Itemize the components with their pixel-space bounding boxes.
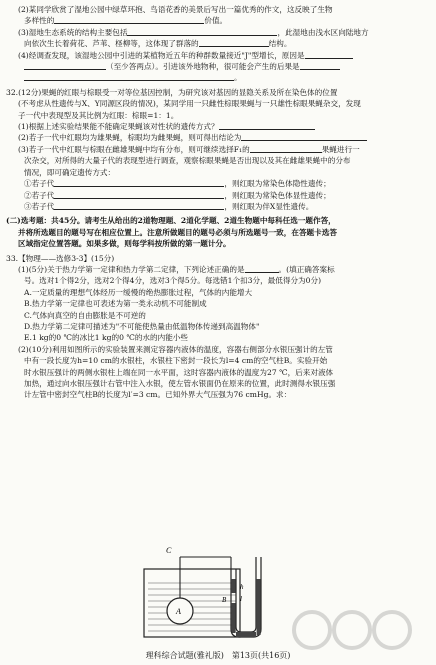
text-line: 32.(12分)果蝇的红眼与棕眼受一对等位基因控制，为研究该对基因的显隐关系及所在染色体的位置 [6, 87, 338, 97]
question-page [6, 4, 430, 401]
text-line: (1)(5分)关于热力学第一定律和热力学第二定律，下列论述正确的是 。(填正确答案标 [18, 264, 335, 274]
text-line: (1)根据上述实验结果能不能确定果蝇该对性状的遗传方式？ [6, 121, 430, 132]
apparatus-figure [136, 539, 296, 641]
text-line: (4)经调查发现，该湿地公园中引进的某植物近五年的种群数量接近"J"型增长，原因是 [6, 50, 430, 61]
text-line: 中有一段长度为h=10 cm的水银柱，水银柱下密封一段长为l=4 cm的空气柱B。实验开始 [24, 356, 328, 366]
text-line: 。 [6, 72, 430, 83]
text-line: 子一代中表现型及其比例为红眼：棕眼=1：1。 [18, 110, 179, 120]
option-b: B.热力学第一定律也可表述为第一类永动机不可能制成 [24, 299, 207, 309]
label-h: h [240, 583, 244, 591]
page-footer: 理科综合试题(雅礼版) 第13页(共16页) [145, 651, 291, 660]
section-heading: (二)选考题：共45分。请考生从给出的2道物理题、2道化学题、2道生物题中每科任选一题作答， [6, 216, 336, 226]
label-l: l [240, 595, 242, 603]
text-line: 情况，即可确定遗传方式： [24, 167, 116, 177]
text-line: (3)湿地生态系统的结构主要包括 ，此湿地由浅水区向陆地方 [18, 27, 369, 37]
text-line: (3)若子一代中红眼与棕眼在雌雄果蝇中均有分布，则可继续选择F₁的 果蝇进行一 [18, 144, 360, 154]
text-line: （至少答两点）。引进该外地物种，很可能会产生的后果是 [6, 61, 430, 72]
text-line: 多样性的 价值。 [24, 16, 228, 26]
text-line: (2)(10分)利用如图所示的实验装置来测定容器内液体的温度，容器右侧部分水银压强计的左管 [18, 344, 333, 354]
text-line: (不考虑从性遗传与X、Y同源区段的情况)，某同学用一只雌性棕眼果蝇与一只雄性棕眼果蝇杂交，发现 [18, 99, 361, 109]
label-b: B [222, 596, 227, 604]
option-a: A.一定质量的理想气体经历一缓慢的绝热膨胀过程，气体的内能增大 [24, 287, 253, 297]
mercury-column [232, 579, 236, 593]
section-heading: 区域指定位置答题。如果多做，则每学科按所做的第一题计分。 [18, 239, 231, 249]
text-line: 33.【物理——选修3-3】(15分) [6, 253, 115, 263]
text-line: 时水银压强计的两侧水银柱上端在同一水平面，这时容器内液体的温度为27 ℃，后来对液体 [24, 367, 334, 377]
option-e: E.1 kg的0 ℃的冰比1 kg的0 ℃的水的内能小些 [24, 333, 188, 343]
text-line: (2)某同学欣赏了湿地公园中绿草环抱、鸟语花香的美景后写出一篇优秀的作文，这反映了生物 [18, 5, 333, 14]
text-line: 加热，通过向水银压强计右管中注入水银，使左管水银面仍在原来的位置，此时测得水银压强 [24, 379, 336, 388]
option-c: C.气体向真空的自由膨胀是不可逆的 [24, 310, 146, 320]
text-line: (2)若子一代中红眼均为雄果蝇，棕眼均为雌果蝇，则可得出结论为 [6, 132, 430, 143]
text-line: 号。选对1个得2分，选对2个得4分，选对3个得5分。每选错1个扣3分，最低得分为0分) [24, 276, 322, 286]
label-a: A [176, 607, 181, 616]
text-line: ②若子代 ，则红眼为常染色体显性遗传； [24, 190, 331, 200]
option-d: D.热力学第二定律可描述为"不可能使热量由低温物体传递到高温物体" [24, 321, 260, 331]
label-c: C [166, 546, 172, 555]
section-heading: 并将所选题目的题号写在相应位置上。注意所做题目的题号必须与所选题号一致，在答题卡选答 [18, 227, 337, 237]
text-line: 计左管中密封空气柱B的长度为l′=3 cm。已知外界大气压强为76 cmHg。求： [24, 390, 292, 400]
text-line: ①若子代 ，则红眼为常染色体隐性遗传； [24, 179, 331, 189]
text-line: ③若子代 ，则红眼为伴X显性遗传。 [24, 201, 314, 211]
text-line: 向依次生长着荷花、芦苇、柽柳等，这体现了群落的 结构。 [24, 39, 292, 49]
text-line: 次杂交，对所得的大量子代的表现型进行调查，观察棕眼果蝇是否出现以及其在雌雄果蝇中的分布 [24, 156, 351, 166]
